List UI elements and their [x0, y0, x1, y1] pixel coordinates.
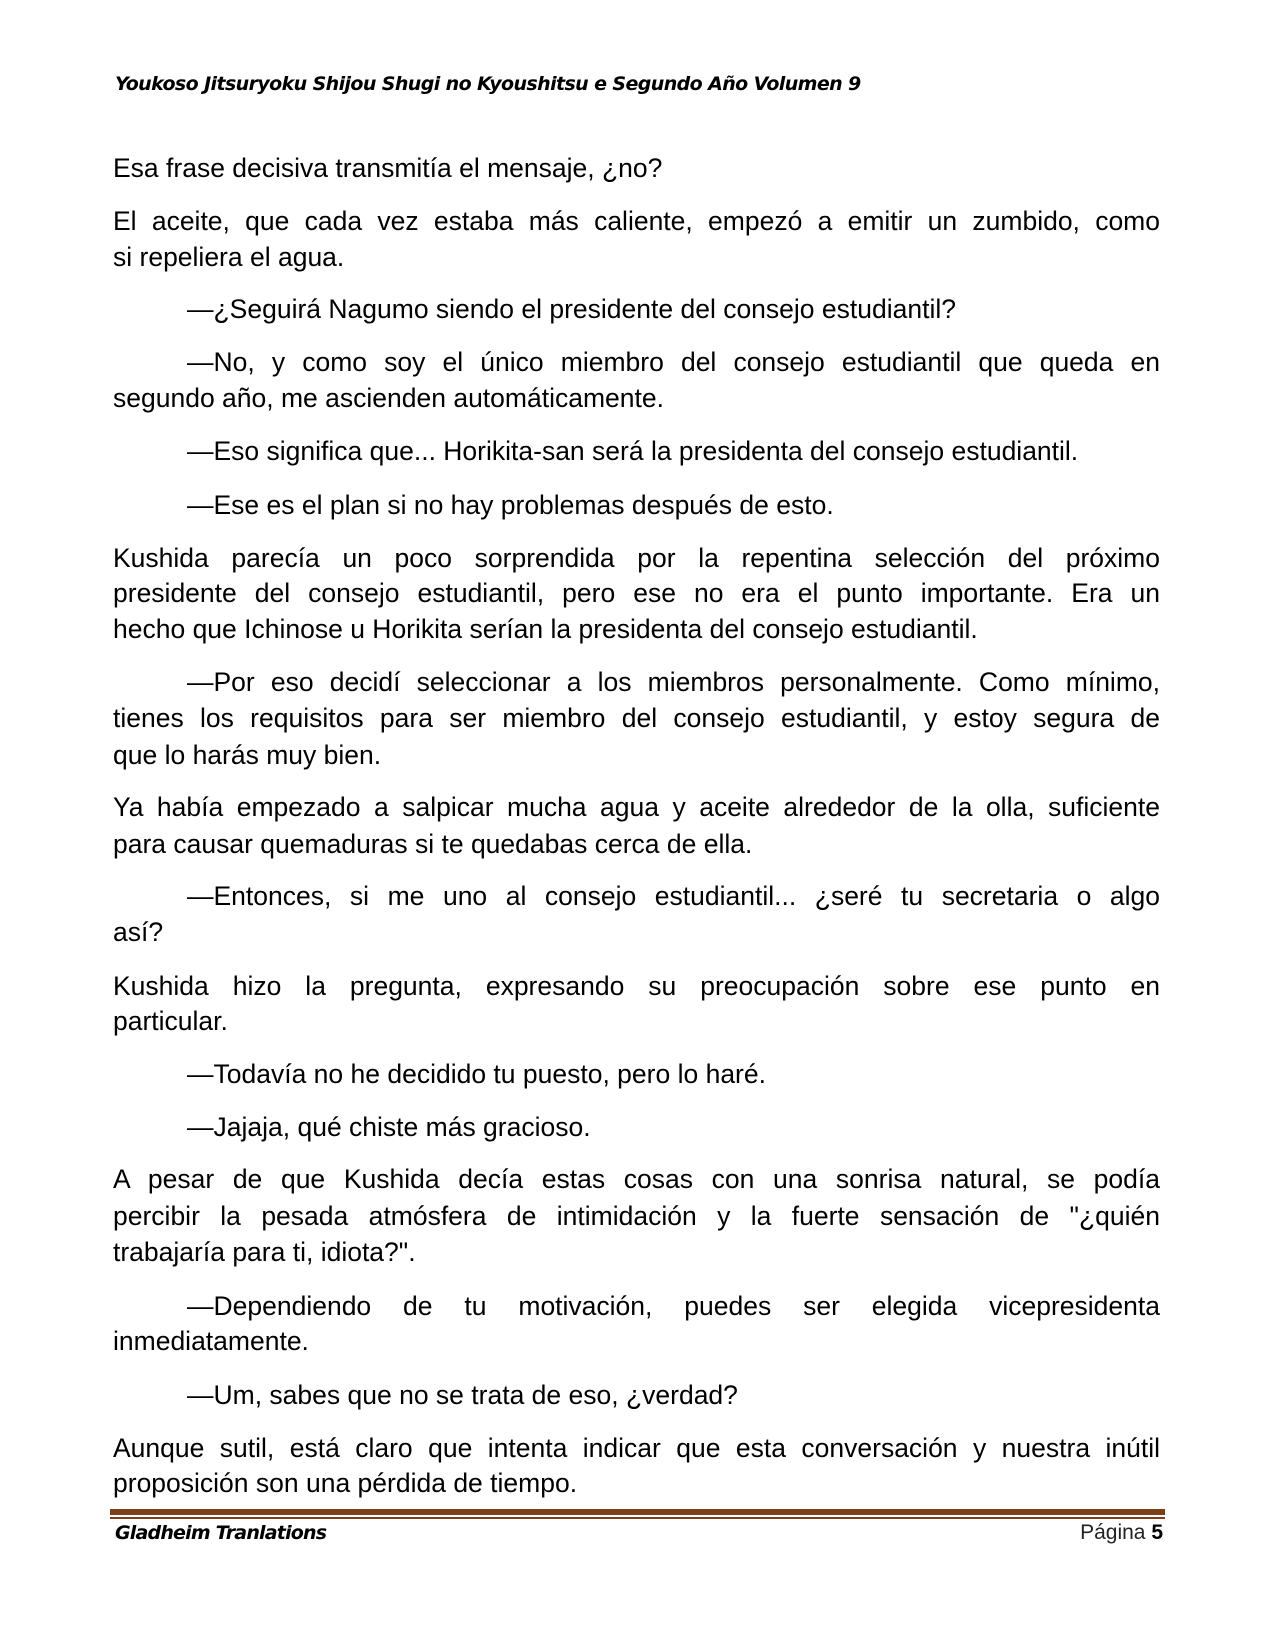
footer-translator-credit: Gladheim Tranlations [115, 1522, 327, 1544]
text-line: hecho que Ichinose u Horikita serían la presidenta del consejo estudiantil. [113, 614, 978, 644]
text-line: tienes los requisitos para ser miembro del consejo estudiantil, y estoy segura de [113, 703, 1160, 733]
text-line: —Todavía no he decidido tu puesto, pero lo haré. [187, 1059, 766, 1089]
text-line: trabajaría para ti, idiota?". [113, 1237, 416, 1267]
footer-rule-thick [110, 1509, 1165, 1515]
text-line: particular. [113, 1006, 228, 1036]
text-line: —Um, sabes que no se trata de eso, ¿verdad? [187, 1380, 738, 1410]
text-line: que lo harás muy bien. [113, 740, 382, 770]
page-number-value: 5 [1151, 1521, 1163, 1544]
text-line: —No, y como soy el único miembro del consejo estudiantil que queda en [187, 347, 1160, 377]
text-line: Aunque sutil, está claro que intenta indicar que esta conversación y nuestra inútil [113, 1433, 1160, 1463]
text-line: —Por eso decidí seleccionar a los miembros personalmente. Como mínimo, [187, 667, 1160, 697]
footer-rule-thin [110, 1517, 1165, 1519]
text-line: si repeliera el agua. [113, 242, 345, 272]
text-line: Ya había empezado a salpicar mucha agua y aceite alrededor de la olla, suficiente [113, 792, 1160, 822]
text-line: —¿Seguirá Nagumo siendo el presidente del consejo estudiantil? [187, 294, 956, 324]
text-line: —Ese es el plan si no hay problemas después de esto. [187, 490, 834, 520]
text-line: proposición son una pérdida de tiempo. [113, 1468, 578, 1498]
text-line: presidente del consejo estudiantil, pero ese no era el punto importante. Era un [113, 578, 1160, 608]
text-line: El aceite, que cada vez estaba más caliente, empezó a emitir un zumbido, como [113, 206, 1160, 236]
text-line: Esa frase decisiva transmitía el mensaje, ¿no? [113, 153, 663, 183]
running-header-title: Youkoso Jitsuryoku Shijou Shugi no Kyoushitsu e Segundo Año Volumen 9 [115, 73, 861, 95]
page-number [1080, 1521, 1163, 1545]
text-line: así? [113, 917, 164, 947]
text-line: percibir la pesada atmósfera de intimidación y la fuerte sensación de "¿quién [113, 1201, 1160, 1231]
text-line: —Dependiendo de tu motivación, puedes ser elegida vicepresidenta [187, 1291, 1160, 1321]
text-line: —Jajaja, qué chiste más gracioso. [187, 1112, 591, 1142]
text-line: A pesar de que Kushida decía estas cosas con una sonrisa natural, se podía [113, 1164, 1160, 1194]
text-line: inmediatamente. [113, 1326, 309, 1356]
text-line: segundo año, me ascienden automáticamente. [113, 383, 664, 413]
text-line: —Entonces, si me uno al consejo estudiantil... ¿seré tu secretaria o algo [187, 881, 1160, 911]
page-label: Página [1080, 1521, 1146, 1544]
text-line: Kushida parecía un poco sorprendida por la repentina selección del próximo [113, 543, 1160, 573]
text-line: —Eso significa que... Horikita-san será la presidenta del consejo estudiantil. [187, 436, 1079, 466]
text-line: para causar quemaduras si te quedabas cerca de ella. [113, 829, 753, 859]
text-line: Kushida hizo la pregunta, expresando su preocupación sobre ese punto en [113, 971, 1160, 1001]
